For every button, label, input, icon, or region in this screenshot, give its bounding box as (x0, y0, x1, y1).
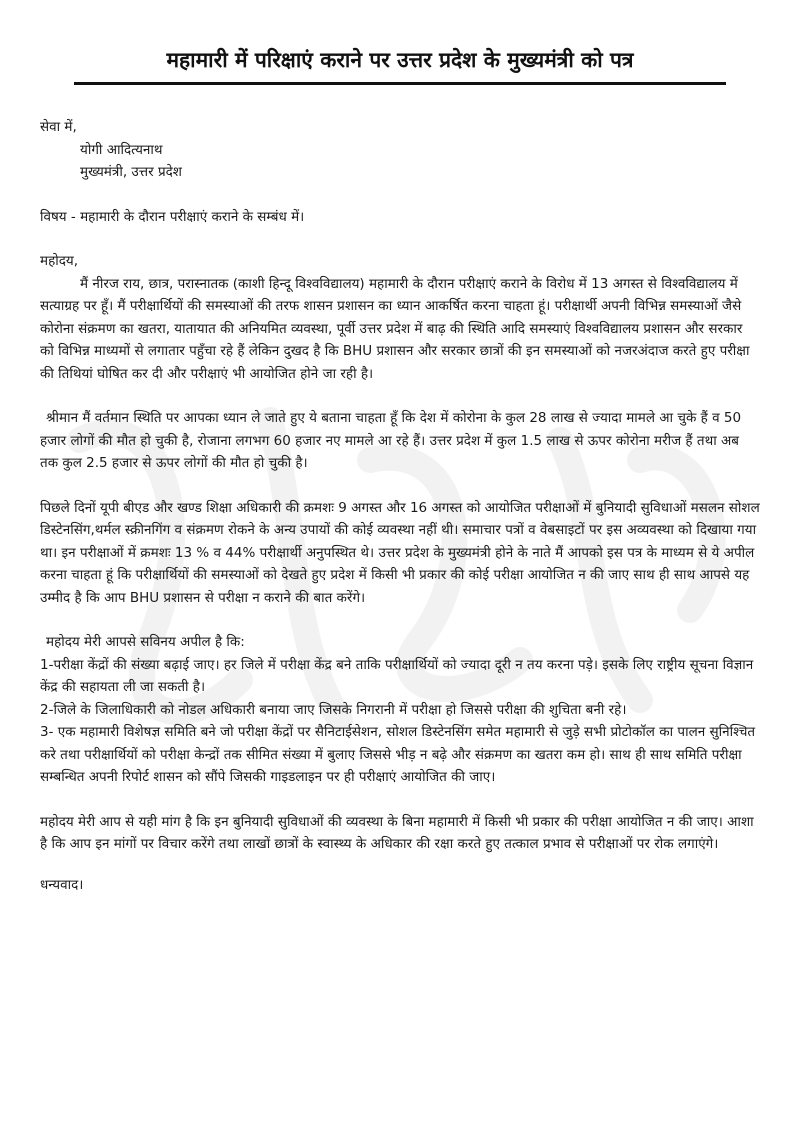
paragraph-exams: पिछले दिनों यूपी बीएड और खण्ड शिक्षा अधिकारी की क्रमशः 9 अगस्त और 16 अगस्त को आयोजित परीक्षाओं में बुनियादी सुविधाओं मसलन सोशल डिस्टेनसिंग,थर्मल स्क्रीनगिंग व संक्रमण रोकने के अन्य उपायों की कोई व्यवस्था नहीं थी। समाचार पत्रों व वेबसाइटों पर इस अव्यवस्था को दिखाया गया था। इन परीक्षाओं में क्रमशः 13 % व 44% परीक्षार्थी अनुपस्थित थे। उत्तर प्रदेश के मुख्यमंत्री होने के नाते मैं आपको इस पत्र के माध्यम से ये अपील करना चाहता हूं कि परीक्षार्थियों की समस्याओं को देखते हुए प्रदेश में किसी भी प्रकार की कोई परीक्षा आयोजित न की जाए साथ ही साथ आपसे यह उम्मीद है कि आप BHU प्रशासन से परीक्षा न कराने की बात करेंगे। (40, 499, 760, 606)
paragraph-final: महोदय मेरी आप से यही मांग है कि इन बुनियादी सुविधाओं की व्यवस्था के बिना महामारी में किसी भी प्रकार की परीक्षा आयोजित न की जाए। आशा है कि आप इन मांगों पर विचार करेंगे तथा लाखों छात्रों के स्वास्थ्य के अधिकार की रक्षा करते हुए तत्काल प्रभाव से परीक्षाओं पर रोक लगाएंगे। (40, 813, 754, 852)
title-underline (74, 82, 726, 85)
paragraph-intro: मैं नीरज राय, छात्र, परास्नातक (काशी हिन्दू विश्वविद्यालय) महामारी के दौरान परीक्षाएं कराने के विरोध में 13 अगस्त से विश्वविद्यालय में सत्याग्रह पर हूँ। मैं परीक्षार्थियों की समस्याओं की तरफ शासन प्रशासन का ध्यान आकर्षित करना चाहता हूं। परीक्षार्थी अपनी विभिन्न समस्याओं जैसे कोरोना संक्रमण का खतरा, यातायात की अनियमित व्यवस्था, पूर्वी उत्तर प्रदेश में बाढ़ की स्थिति आदि समस्याएं विश्वविद्यालय प्रशासन और सरकार को विभिन्न माध्यमों से लगातार पहुँचा रहे हैं लेकिन दुखद है कि BHU प्रशासन और सरकार छात्रों की इन समस्याओं को नजरअंदाज करते हुए परीक्षा की तिथियां घोषित कर दी और परीक्षाएं भी आयोजित होने जा रही है। (40, 275, 750, 382)
appeal-point-3: 3- एक महामारी विशेषज्ञ समिति बने जो परीक्षा केंद्रों पर सैनिटाईसेशन, सोशल डिस्टेनसिंग समेत महामारी से जुड़े सभी प्रोटोकॉल का पालन सुनिश्चित करे तथा परीक्षार्थियों को परीक्षा केन्द्रों तक सीमित संख्या में बुलाए जिससे भीड़ न बढ़े और संक्रमण का खतरा कम हो। साथ ही साथ समिति परीक्षा सम्बन्धित अपनी रिपोर्ट शासन को सौंपे जिसकी गाइडलाइन पर ही परीक्षाएं आयोजित की जाए। (40, 724, 756, 785)
appeal-point-2: 2-जिले के जिलाधिकारी को नोडल अधिकारी बनाया जाए जिसके निगरानी में परीक्षा हो जिससे परीक्षा की शुचिता बनी रहे। (40, 701, 627, 718)
recipient-block (40, 139, 760, 184)
page-title: महामारी में परिक्षाएं कराने पर उत्तर प्रदेश के मुख्यमंत्री को पत्र (166, 48, 634, 72)
recipient-title: मुख्यमंत्री, उत्तर प्रदेश (80, 164, 182, 180)
closing: धन्यवाद। (40, 876, 84, 893)
appeal-intro: महोदय मेरी आपसे सविनय अपील है कि: (46, 634, 245, 650)
subject-line: विषय - महामारी के दौरान परीक्षाएं कराने के सम्बंध में। (40, 208, 305, 225)
greeting: महोदय, (40, 253, 79, 269)
salutation-to: सेवा में, (40, 119, 77, 135)
paragraph-statistics: श्रीमान मैं वर्तमान स्थिति पर आपका ध्यान ले जाते हुए ये बताना चाहता हूँ कि देश में कोरोना के कुल 28 लाख से ज्यादा मामले आ चुके हैं व 50 हजार लोगों की मौत हो चुकी है, रोजाना लगभग 60 हजार नए मामले आ रहे हैं। उत्तर प्रदेश में कुल 1.5 लाख से ऊपर कोरोना मरीज हैं तथा अब तक कुल 2.5 हजार से ऊपर लोगों की मौत हो चुकी है। (40, 410, 742, 471)
appeal-point-1: 1-परीक्षा केंद्रों की संख्या बढ़ाई जाए। हर जिले में परीक्षा केंद्र बने ताकि परीक्षार्थियों को ज्यादा दूरी न तय करना पड़े। इसके लिए राष्ट्रीय सूचना विज्ञान केंद्र की सहायता ली जा सकती है। (40, 656, 754, 695)
letter-body (40, 116, 760, 896)
recipient-name: योगी आदित्यनाथ (80, 141, 163, 158)
